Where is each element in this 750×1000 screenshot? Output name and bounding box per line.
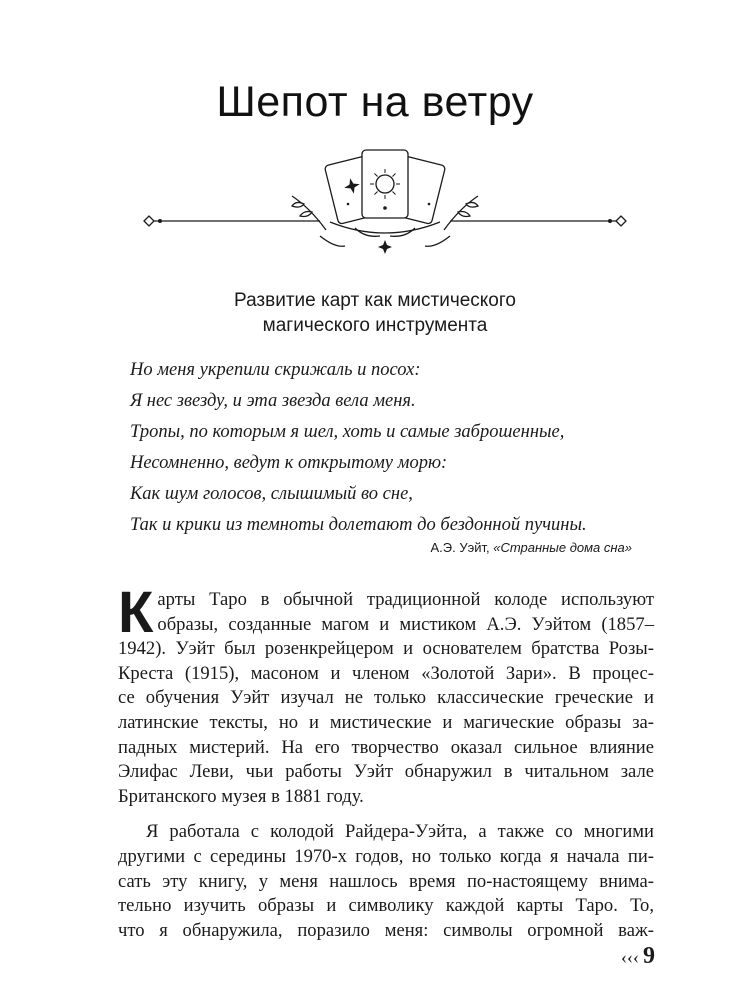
paragraph-line: Креста (1915), масоном и членом «Золотой Зари». В процес-	[118, 662, 654, 684]
subtitle-line: магического инструмента	[262, 315, 488, 336]
paragraph-line: латинские тексты, но и мистические и магические образы за-	[118, 711, 654, 733]
chapter-subtitle	[0, 288, 750, 338]
paragraph-line: арты Таро в обычной традиционной колоде используют	[157, 589, 654, 610]
paragraph-line: Элифас Леви, чьи работы Уэйт обнаружил в читальном зале	[118, 761, 654, 783]
paragraph-line: образы, созданные магом и мистиком А.Э. Уэйтом (1857–	[157, 613, 654, 635]
attribution-author: А.Э. Уэйт,	[430, 540, 490, 555]
paragraph-line: падных мистерий. На его творчество оказал сильное влияние	[118, 736, 654, 758]
paragraph	[118, 580, 654, 809]
drop-cap: К	[118, 580, 154, 645]
folio-marks: ‹‹‹	[621, 947, 639, 967]
body-text	[118, 580, 654, 954]
paragraph-line: Британского музея в 1881 году.	[118, 785, 364, 807]
attribution-work: «Странные дома сна»	[493, 540, 632, 555]
folio-number: 9	[643, 943, 655, 969]
paragraph-line: 1942). Уэйт был розенкрейцером и основателем братства Розы-	[118, 638, 654, 660]
chapter-title: Шепот на ветру	[216, 78, 534, 126]
paragraph	[118, 820, 654, 943]
paragraph-line: сать эту книгу, у меня нашлось время по-настоящему внима-	[118, 870, 654, 892]
epigraph-line: Я нес звезду, и эта звезда вела меня.	[130, 391, 416, 411]
epigraph-line: Но меня укрепили скрижаль и посох:	[130, 360, 421, 380]
epigraph-line: Так и крики из темноты долетают до бездонной пучины.	[130, 515, 587, 535]
paragraph-line: другими с середины 1970-х годов, но только когда я начала пи-	[118, 845, 654, 867]
paragraph-line: се обучения Уэйт изучал не только классические греческие и	[118, 687, 654, 709]
paragraph-line: что я обнаружила, поразило меня: символы огромной важ-	[118, 919, 654, 941]
paragraph-line: Я работала с колодой Райдера-Уэйта, а также со многими	[146, 821, 654, 843]
epigraph-line: Как шум голосов, слышимый во сне,	[130, 484, 413, 504]
epigraph	[130, 355, 650, 541]
epigraph-line: Несомненно, ведут к открытому морю:	[130, 453, 448, 473]
page-number	[621, 943, 655, 970]
epigraph-attribution	[430, 540, 632, 555]
paragraph-line: тельно изучить образы и символику каждой карты Таро. То,	[118, 895, 654, 917]
subtitle-line: Развитие карт как мистического	[234, 290, 516, 311]
tarot-cards-ornament	[140, 148, 630, 258]
epigraph-line: Тропы, по которым я шел, хоть и самые заброшенные,	[130, 422, 565, 442]
